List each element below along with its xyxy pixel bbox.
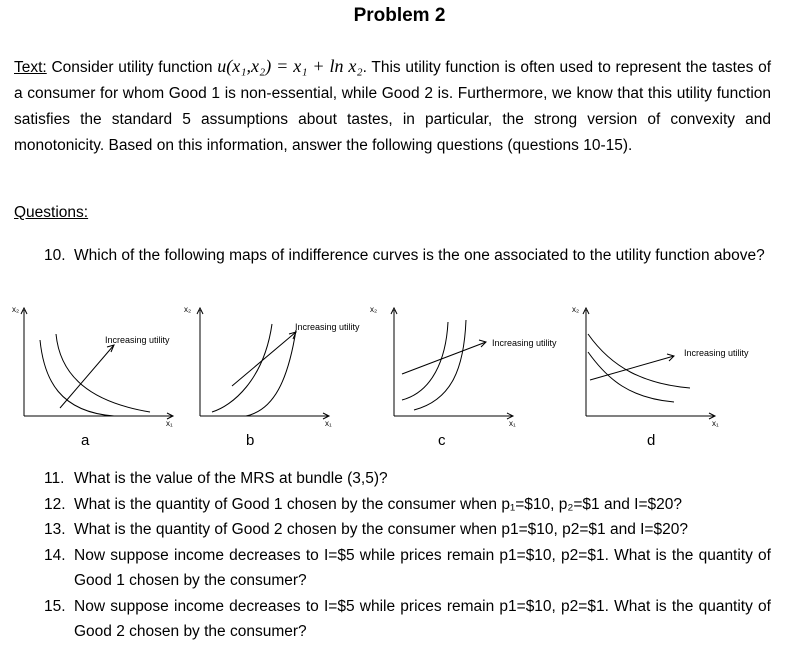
questions-list: [44, 466, 771, 645]
question-number: 15.: [44, 597, 66, 615]
axis-label-x2: x₂: [184, 305, 192, 314]
option-label-c: c: [438, 432, 446, 449]
indifference-curve-1: [212, 324, 272, 412]
axis-label-x1: x₁: [166, 419, 173, 428]
question-14: [44, 543, 771, 594]
question-text: What is the value of the MRS at bundle (3,5)?: [74, 470, 388, 487]
axis-label-x2: x₂: [12, 305, 20, 314]
option-label-a: a: [81, 432, 90, 449]
arrow-label: Increasing utility: [105, 335, 170, 345]
arrow-label: Increasing utility: [492, 338, 557, 348]
indifference-curve-1: [402, 322, 448, 400]
question-number: 14.: [44, 546, 66, 564]
question-text: What is the quantity of Good 2 chosen by the consumer when p1=$10, p2=$1 and I=$20?: [74, 521, 688, 538]
indifference-curve-1: [588, 334, 690, 388]
axis-label-x2: x₂: [572, 305, 580, 314]
axis-label-x1: x₁: [509, 419, 516, 428]
question-15: [44, 594, 771, 645]
text-intro: Consider utility function: [51, 59, 213, 76]
option-label-d: d: [647, 432, 656, 449]
axis-label-x2: x₂: [370, 305, 378, 314]
graph-c[interactable]: [370, 300, 578, 430]
question-11: [44, 466, 771, 492]
questions-heading: Questions:: [14, 204, 89, 221]
utility-arrow: [590, 356, 674, 380]
indifference-curve-2: [414, 320, 466, 410]
graph-d[interactable]: [574, 300, 794, 430]
question-number: 10.: [44, 247, 66, 264]
graph-b[interactable]: [184, 300, 388, 430]
utility-arrow: [232, 332, 296, 386]
question-number: 13.: [44, 521, 66, 538]
axis-label-x1: x₁: [325, 419, 332, 428]
indifference-curve-2: [56, 334, 150, 412]
indifference-curve-2: [246, 330, 296, 416]
indifference-curve-1: [40, 340, 114, 416]
utility-formula: u(x₁,x₂) = x₁ + ln x₂: [217, 56, 363, 76]
question-text: Now suppose income decreases to I=$5 while prices remain p1=$10, p2=$1. What is the quantity of Good 1 chosen by the consumer?: [74, 546, 771, 589]
question-10: [44, 243, 771, 269]
page-title: Problem 2: [353, 5, 446, 26]
question-text: Which of the following maps of indifference curves is the one associated to the utility function above?: [74, 247, 765, 264]
question-text: Now suppose income decreases to I=$5 while prices remain p1=$10, p2=$1. What is the quantity of Good 2 chosen by the consumer?: [74, 597, 771, 640]
question-12: [44, 492, 771, 518]
arrow-label: Increasing utility: [684, 348, 749, 358]
text-paragraph: [14, 53, 771, 159]
axis-label-x1: x₁: [712, 419, 719, 428]
question-text: What is the quantity of Good 1 chosen by the consumer when p₁=$10, p₂=$1 and I=$20?: [74, 495, 682, 513]
text-label: Text:: [14, 59, 47, 76]
question-13: [44, 517, 771, 543]
utility-arrow: [402, 342, 486, 374]
question-number: 11.: [44, 470, 65, 487]
option-label-b: b: [246, 432, 255, 449]
text-body: . This utility function is often used to represent the tastes of a consumer for whom Good 1 is non-essential, while Good 2 is. Furthermore, we know that this utility function satisfies the standard 5 assumptions about tastes, in particular, the strong version of convexity and monotonicity. Based on this information, answer the following questions (questions 10-15).: [14, 59, 772, 154]
arrow-label: Increasing utility: [295, 322, 360, 332]
graph-a[interactable]: [10, 300, 200, 430]
question-number: 12.: [44, 495, 66, 513]
utility-arrow: [60, 345, 114, 408]
